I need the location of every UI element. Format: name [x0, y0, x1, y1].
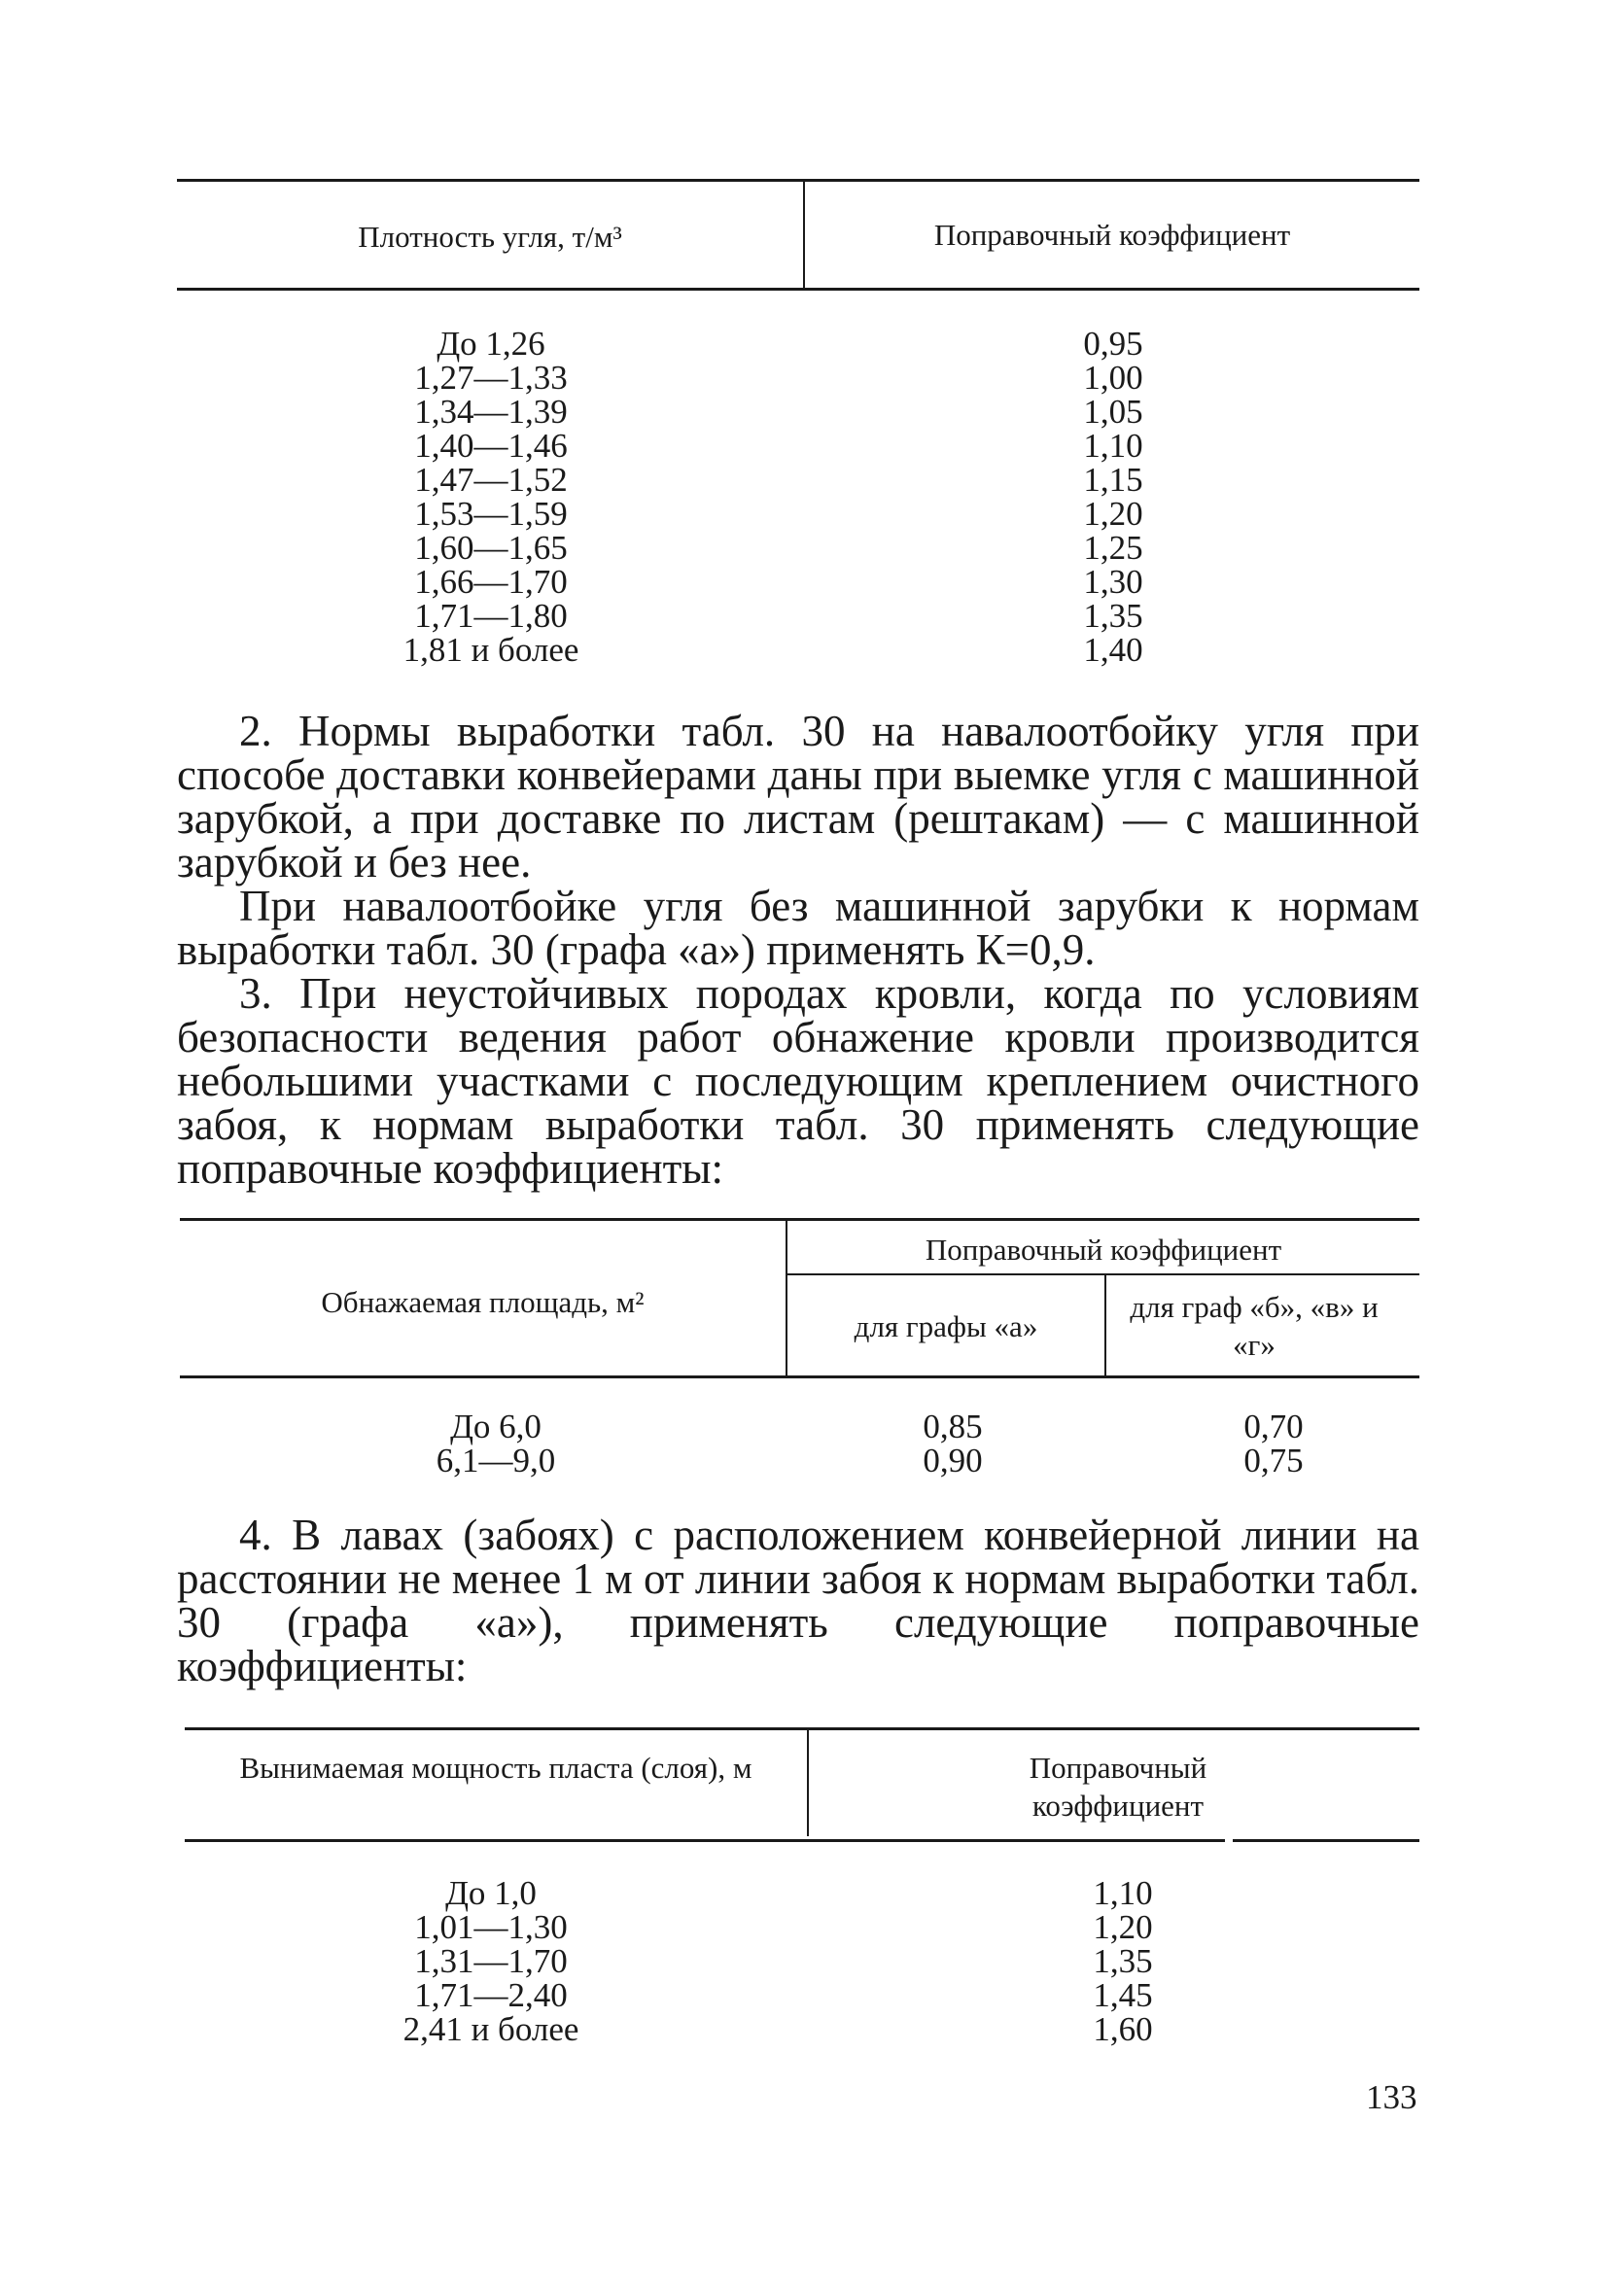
- table-cell: 1,20: [1093, 1908, 1153, 1946]
- coefficient-header: Поправочный коэффициент: [933, 218, 1291, 252]
- body-text: [177, 1513, 1419, 1688]
- coefficient-header: Поправочный коэффициент: [1029, 1751, 1207, 1823]
- density-header: Плотность угля, т/м³: [358, 220, 622, 254]
- table-cell: 0,85: [923, 1408, 983, 1445]
- table-cell: 0,70: [1243, 1408, 1304, 1445]
- table-rule: [177, 179, 1419, 182]
- table-cell: 1,35: [1083, 597, 1143, 635]
- column-a-header: для графы «а»: [854, 1309, 1038, 1343]
- column-divider: [807, 1729, 809, 1836]
- table-rule: [185, 1727, 1419, 1730]
- table-cell: 1,10: [1083, 427, 1143, 465]
- table-cell: 1,05: [1083, 393, 1143, 431]
- table-cell: 1,20: [1083, 495, 1143, 533]
- table-rule: [177, 288, 1419, 291]
- paragraph: 2. Нормы выработки табл. 30 на навалоотбойку угля при способе доставки конвейерами даны при выемке угля с машинной зарубкой, а при доставке по листам (рештакам) — с машинной зарубкой и без нее.: [177, 707, 1419, 887]
- table-cell: 0,95: [1083, 325, 1143, 363]
- page-number: 133: [1366, 2078, 1417, 2116]
- table-cell: 1,15: [1083, 461, 1143, 499]
- table-rule: [185, 1839, 1225, 1842]
- column-a-values: [875, 1409, 1031, 1478]
- table-cell: 1,60: [1093, 2010, 1153, 2048]
- column-bvg-header: для граф «б», «в» и «г»: [1130, 1290, 1379, 1362]
- paragraph: 4. В лавах (забоях) с расположением конвейерной линии на расстоянии не менее 1 м от линии забоя к нормам выработки табл. 30 (графа «а»), применять следующие поправочные коэффициенты:: [177, 1511, 1419, 1690]
- table-cell: До 1,26: [437, 325, 545, 363]
- table-cell: 1,71—1,80: [414, 597, 568, 635]
- table-cell: До 6,0: [450, 1408, 542, 1445]
- table-cell: 1,30: [1083, 563, 1143, 601]
- table-cell: 1,66—1,70: [414, 563, 568, 601]
- coefficient-group-header: Поправочный коэффициент: [925, 1233, 1282, 1267]
- group-rule: [787, 1273, 1419, 1275]
- thickness-header: Вынимаемая мощность пласта (слоя), м: [239, 1751, 752, 1785]
- table-cell: 1,71—2,40: [414, 1976, 568, 2014]
- table-rule: [1233, 1839, 1419, 1842]
- table-cell: 1,81 и более: [402, 631, 579, 669]
- column-bvg-values: [1196, 1409, 1351, 1478]
- paragraph: 3. При неустойчивых породах кровли, когда по условиям безопасности ведения работ обнажение кровли производится небольшими участками с последующим креплением очистного забоя, к нормам выработки табл. 30 применять следующие поправочные коэффициенты:: [177, 969, 1419, 1193]
- coefficient-column: [1031, 327, 1196, 667]
- table-cell: 1,40—1,46: [414, 427, 568, 465]
- table-cell: 0,90: [923, 1442, 983, 1479]
- table-cell: 0,75: [1243, 1442, 1304, 1479]
- table-cell: 1,40: [1083, 631, 1143, 669]
- table-cell: 1,25: [1083, 529, 1143, 567]
- paragraph: При навалоотбойке угля без машинной зарубки к нормам выработки табл. 30 (графа «а») применять К=0,9.: [177, 882, 1419, 974]
- area-column: [408, 1409, 583, 1478]
- table-rule: [180, 1218, 1419, 1221]
- table-cell: 1,01—1,30: [414, 1908, 568, 1946]
- table-cell: 1,34—1,39: [414, 393, 568, 431]
- table-cell: 1,60—1,65: [414, 529, 568, 567]
- table-cell: 1,27—1,33: [414, 359, 568, 397]
- table-cell: 2,41 и более: [402, 2010, 579, 2048]
- table-cell: 1,10: [1093, 1874, 1153, 1912]
- column-divider: [1104, 1274, 1106, 1375]
- area-header: Обнажаемая площадь, м²: [321, 1285, 645, 1319]
- table-cell: До 1,0: [445, 1874, 537, 1912]
- table-cell: 6,1—9,0: [436, 1442, 556, 1479]
- table-cell: 1,00: [1083, 359, 1143, 397]
- coefficient-column: [1040, 1876, 1206, 2046]
- density-column: [369, 327, 612, 667]
- table-cell: 1,31—1,70: [414, 1942, 568, 1980]
- table-cell: 1,47—1,52: [414, 461, 568, 499]
- table-cell: 1,53—1,59: [414, 495, 568, 533]
- thickness-column: [369, 1876, 612, 2046]
- table-cell: 1,35: [1093, 1942, 1153, 1980]
- table-rule: [180, 1375, 1419, 1378]
- table-cell: 1,45: [1093, 1976, 1153, 2014]
- body-text: [177, 707, 1419, 1193]
